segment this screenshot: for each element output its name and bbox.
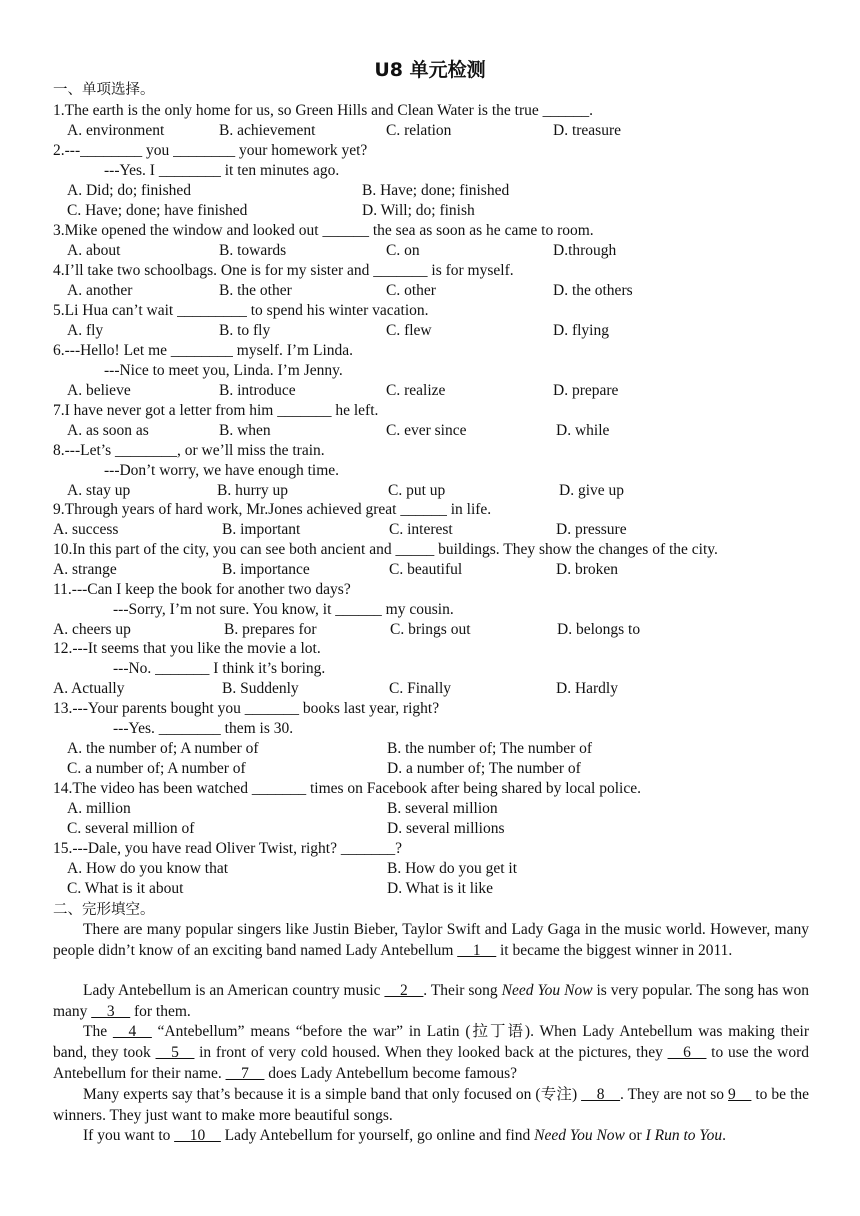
passage-text: Many experts say that’s because it is a simple band that only focused on (专注) <box>83 1086 582 1103</box>
passage-text: If you want to <box>83 1127 175 1144</box>
option-d: D. give up <box>559 482 625 499</box>
question-stem: 9.Through years of hard work, Mr.Jones achieved great ______ in life. <box>53 501 492 518</box>
option-b: B. towards <box>219 242 287 259</box>
option-b: B. How do you get it <box>387 860 518 877</box>
question-stem: 12.---It seems that you like the movie a lot. <box>53 640 321 657</box>
option-d: D. Hardly <box>556 680 618 697</box>
option-a: A. fly <box>67 322 104 339</box>
question-stem: 14.The video has been watched _______ times on Facebook after being shared by local police. <box>53 780 641 797</box>
option-c: C. flew <box>386 322 432 339</box>
option-a: A. How do you know that <box>67 860 229 877</box>
question-reply: ---Yes. I ________ it ten minutes ago. <box>104 162 340 179</box>
option-a: A. million <box>67 800 131 817</box>
option-b: B. Have; done; finished <box>362 182 510 199</box>
blank-8: __8__ <box>581 1086 620 1103</box>
option-c: C. realize <box>386 382 446 399</box>
option-b: B. prepares for <box>224 621 317 638</box>
option-d: D. flying <box>553 322 609 339</box>
option-c: C. a number of; A number of <box>67 760 246 777</box>
option-c: C. relation <box>386 122 452 139</box>
song-title: Need You Now <box>534 1127 625 1144</box>
blank-1: __1__ <box>457 941 497 959</box>
passage-text: The <box>83 1023 113 1040</box>
option-b: B. the other <box>219 282 292 299</box>
question-reply: ---No. _______ I think it’s boring. <box>113 660 326 677</box>
blank-10: __10__ <box>174 1127 221 1144</box>
option-d: D. What is it like <box>387 880 494 897</box>
option-b: B. important <box>222 521 301 538</box>
song-title: Need You Now <box>501 982 593 999</box>
page-title: U8 单元检测 <box>374 59 486 81</box>
question-stem: 8.---Let’s ________, or we’ll miss the train. <box>53 442 325 459</box>
blank-7: __7__ <box>225 1064 265 1082</box>
option-b: B. the number of; The number of <box>387 740 593 757</box>
option-b: B. to fly <box>219 322 271 339</box>
option-d: D. pressure <box>556 521 627 538</box>
option-c: C. several million of <box>67 820 195 837</box>
option-b: B. Suddenly <box>222 680 299 697</box>
blank-2: __2__ <box>384 982 424 999</box>
question-reply: ---Sorry, I’m not sure. You know, it ______ my cousin. <box>113 601 454 618</box>
option-d: D. a number of; The number of <box>387 760 581 777</box>
option-a: A. the number of; A number of <box>67 740 259 757</box>
option-b: B. achievement <box>219 122 316 139</box>
blank-6: __6__ <box>667 1043 707 1061</box>
passage-text: . <box>722 1127 726 1144</box>
option-b: B. introduce <box>219 382 296 399</box>
section-heading-cloze: 二、完形填空。 <box>53 902 155 918</box>
option-a: A. Actually <box>53 680 125 697</box>
passage-text: it became the biggest winner in 2011. <box>496 941 733 959</box>
passage-text: to use the word Antebellum for their name. <box>53 1043 809 1082</box>
passage-text: in front of very cold housed. When they looked back at the pictures, they <box>194 1043 668 1061</box>
option-a: A. Did; do; finished <box>67 182 191 199</box>
option-c: C. interest <box>389 521 453 538</box>
option-d: D.through <box>553 242 617 259</box>
option-a: A. believe <box>67 382 131 399</box>
blank-3: __3__ <box>91 1002 131 1020</box>
option-c: C. What is it about <box>67 880 184 897</box>
option-a: A. about <box>67 242 121 259</box>
question-reply: ---Yes. ________ them is 30. <box>113 720 294 737</box>
question-stem: 13.---Your parents bought you _______ books last year, right? <box>53 700 440 717</box>
section-heading-choice: 一、单项选择。 <box>53 82 155 98</box>
option-d: D. treasure <box>553 122 621 139</box>
option-c: C. on <box>386 242 420 259</box>
option-a: A. strange <box>53 561 117 578</box>
question-reply: ---Nice to meet you, Linda. I’m Jenny. <box>104 362 343 379</box>
cloze-paragraph-5 <box>53 1126 809 1147</box>
question-stem: 10.In this part of the city, you can see both ancient and _____ buildings. They show the changes of the city. <box>53 541 718 558</box>
option-d: D. several millions <box>387 820 505 837</box>
question-stem: 2.---________ you ________ your homework yet? <box>53 142 368 159</box>
option-c: C. brings out <box>390 621 471 638</box>
passage-text: Lady Antebellum is an American country music <box>83 982 385 999</box>
passage-text: to be the winners. They just want to make more beautiful songs. <box>53 1086 810 1124</box>
option-d: D. the others <box>553 282 633 299</box>
option-a: A. as soon as <box>67 422 149 439</box>
option-a: A. environment <box>67 122 165 139</box>
passage-text: does Lady Antebellum become famous? <box>264 1064 518 1082</box>
option-a: A. stay up <box>67 482 131 499</box>
question-stem: 6.---Hello! Let me ________ myself. I’m Linda. <box>53 342 354 359</box>
question-stem: 11.---Can I keep the book for another two days? <box>53 581 351 598</box>
question-reply: ---Don’t worry, we have enough time. <box>104 462 340 479</box>
passage-text: “Antebellum” means “before the war” in Latin (拉丁语). When Lady Antebellum was making their band, they took <box>53 1023 809 1061</box>
passage-text: There are many popular singers like Justin Bieber, Taylor Swift and Lady Gaga in the music world. However, many people didn’t know of an exciting band named Lady Antebellum <box>53 921 809 959</box>
option-c: C. put up <box>388 482 446 499</box>
question-stem: 1.The earth is the only home for us, so Green Hills and Clean Water is the true ______. <box>53 102 593 119</box>
cloze-paragraph-2 <box>53 981 809 1023</box>
option-d: D. Will; do; finish <box>362 202 475 219</box>
option-a: A. cheers up <box>53 621 131 638</box>
option-c: C. other <box>386 282 436 299</box>
passage-text: is very popular. The song has won many <box>53 982 809 1020</box>
question-stem: 7.I have never got a letter from him _______ he left. <box>53 402 379 419</box>
passage-text: . Their song <box>423 982 502 999</box>
option-b: B. importance <box>222 561 310 578</box>
question-stem: 3.Mike opened the window and looked out ______ the sea as soon as he came to room. <box>53 222 594 239</box>
question-stem: 15.---Dale, you have read Oliver Twist, right? _______? <box>53 840 402 857</box>
blank-9: 9__ <box>728 1086 752 1103</box>
passage-text: . They are not so <box>619 1086 729 1103</box>
option-d: D. broken <box>556 561 618 578</box>
blank-4: __4__ <box>112 1023 152 1040</box>
option-b: B. when <box>219 422 271 439</box>
cloze-paragraph-3 <box>53 1022 809 1084</box>
passage-text: or <box>624 1127 646 1144</box>
option-d: D. while <box>556 422 610 439</box>
option-c: C. ever since <box>386 422 467 439</box>
song-title: I Run to You <box>645 1127 723 1144</box>
question-stem: 4.I’ll take two schoolbags. One is for my sister and _______ is for myself. <box>53 262 514 279</box>
cloze-paragraph-1 <box>53 920 809 962</box>
passage-text: Lady Antebellum for yourself, go online and find <box>220 1127 535 1144</box>
blank-5: __5__ <box>155 1043 195 1061</box>
option-b: B. hurry up <box>217 482 289 499</box>
option-a: A. another <box>67 282 133 299</box>
option-c: C. Finally <box>389 680 452 697</box>
option-c: C. Have; done; have finished <box>67 202 248 219</box>
question-stem: 5.Li Hua can’t wait _________ to spend his winter vacation. <box>53 302 429 319</box>
passage-text: for them. <box>130 1002 191 1020</box>
option-d: D. prepare <box>553 382 619 399</box>
cloze-paragraph-4 <box>53 1085 809 1127</box>
option-b: B. several million <box>387 800 498 817</box>
option-c: C. beautiful <box>389 561 463 578</box>
option-a: A. success <box>53 521 119 538</box>
option-d: D. belongs to <box>557 621 641 638</box>
